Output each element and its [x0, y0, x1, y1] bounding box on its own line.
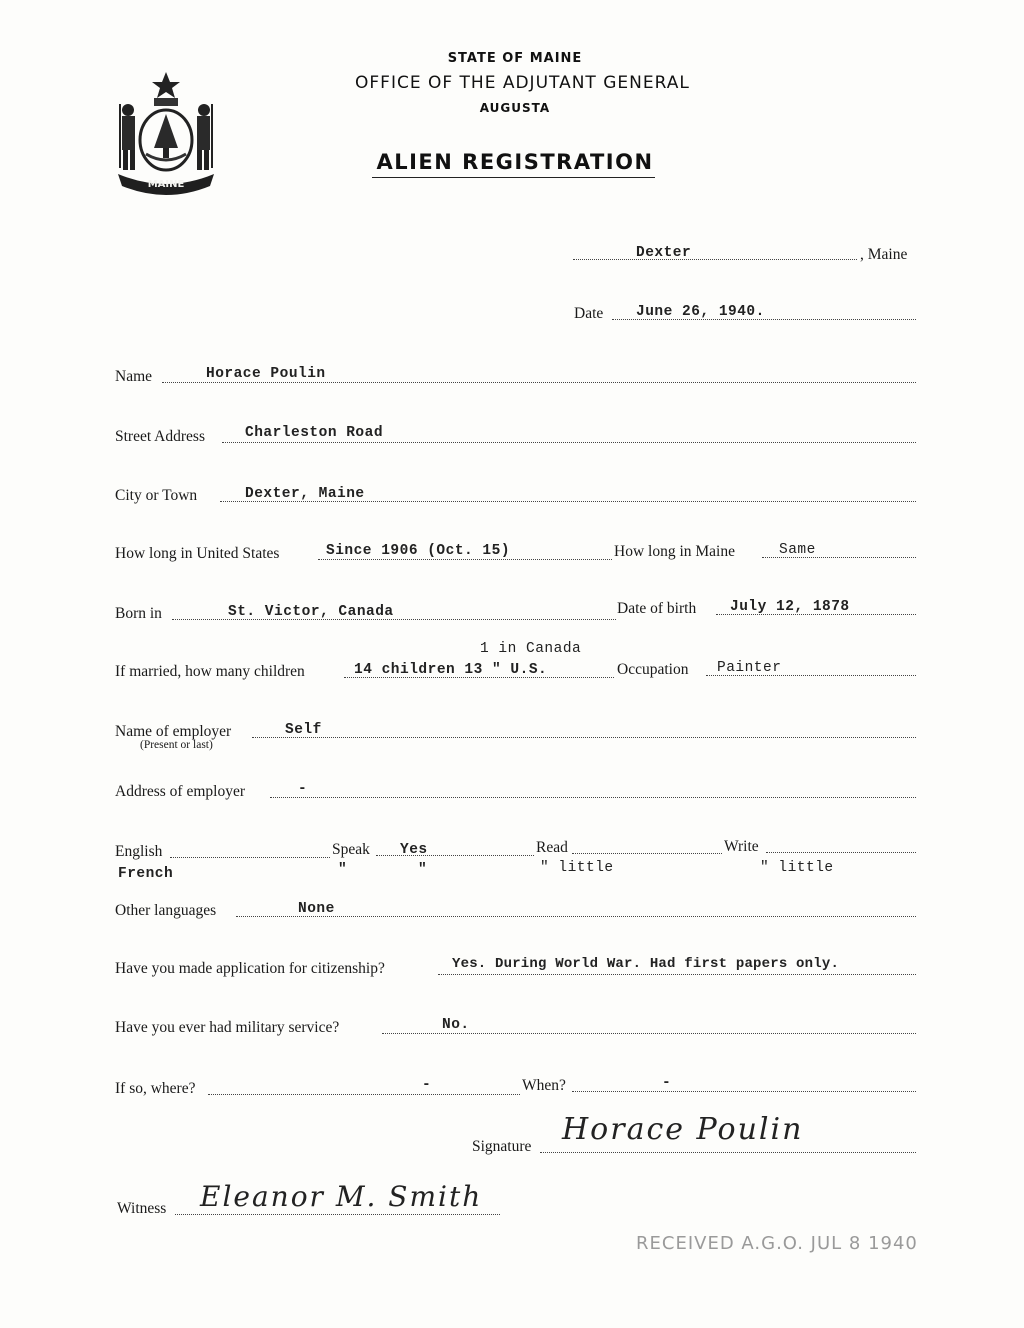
town-value: Dexter [636, 245, 692, 261]
dob-label: Date of birth [617, 600, 697, 617]
employer-address-line [270, 797, 916, 798]
french-write: " little [760, 860, 834, 876]
date-label: Date [574, 305, 604, 322]
other-languages-line [236, 916, 916, 917]
street-line [222, 442, 916, 443]
maine-seal-icon [112, 68, 220, 196]
employer-label: Name of employer [115, 723, 232, 740]
title-underline [372, 177, 655, 178]
speak-label: Speak [332, 841, 370, 858]
write-label: Write [724, 838, 759, 855]
city-value: Dexter, Maine [245, 486, 365, 502]
french-label: French [118, 866, 174, 882]
french-speak: " [338, 862, 348, 878]
city-label: City or Town [115, 487, 198, 504]
witness-label: Witness [117, 1200, 167, 1217]
other-languages-value: None [298, 901, 335, 917]
state-heading: STATE OF MAINE [447, 51, 583, 66]
when-value: - [662, 1075, 672, 1091]
employer-value: Self [285, 722, 322, 738]
employer-sublabel: (Present or last) [140, 739, 213, 751]
city-heading: AUGUSTA [479, 101, 551, 115]
read-line [572, 853, 722, 854]
town-line [573, 259, 857, 260]
employer-address-label: Address of employer [115, 783, 245, 800]
military-line [382, 1033, 916, 1034]
when-line [572, 1091, 916, 1092]
citizenship-value: Yes. During World War. Had first papers only. [452, 956, 840, 972]
where-value: - [422, 1077, 432, 1093]
english-line [170, 857, 330, 858]
read-label: Read [536, 839, 568, 856]
seal-banner-text: MAINE [147, 179, 185, 190]
form-title: ALIEN REGISTRATION [376, 150, 654, 174]
witness-value: Eleanor M. Smith [200, 1180, 483, 1213]
where-label: If so, where? [115, 1080, 196, 1097]
children-note: 1 in Canada [480, 641, 582, 657]
signature-label: Signature [472, 1138, 532, 1155]
name-value: Horace Poulin [206, 366, 326, 382]
french-read: " little [540, 860, 614, 876]
english-label: English [115, 843, 163, 860]
citizenship-line [438, 974, 916, 975]
occupation-value: Painter [717, 660, 782, 676]
citizenship-label: Have you made application for citizenship? [115, 960, 385, 977]
name-line [162, 382, 916, 383]
when-label: When? [522, 1077, 566, 1094]
state-suffix: , Maine [860, 246, 908, 263]
name-label: Name [115, 368, 153, 385]
witness-line [175, 1214, 500, 1215]
children-value: 14 children 13 " U.S. [354, 662, 548, 678]
signature-value: Horace Poulin [562, 1112, 804, 1147]
speak-value: Yes [400, 842, 428, 858]
military-label: Have you ever had military service? [115, 1019, 340, 1036]
street-value: Charleston Road [245, 425, 384, 441]
us-duration-line [318, 559, 612, 560]
office-heading: OFFICE OF THE ADJUTANT GENERAL [355, 73, 690, 93]
employer-address-value: - [298, 781, 308, 797]
date-value: June 26, 1940. [636, 304, 765, 320]
born-label: Born in [115, 605, 162, 622]
signature-line [540, 1152, 916, 1153]
dob-value: July 12, 1878 [730, 599, 850, 615]
born-value: St. Victor, Canada [228, 604, 394, 620]
military-value: No. [442, 1017, 470, 1033]
us-duration-label: How long in United States [115, 545, 280, 562]
received-stamp: RECEIVED A.G.O. JUL 8 1940 [636, 1233, 918, 1254]
children-label: If married, how many children [115, 663, 305, 680]
occupation-label: Occupation [617, 661, 689, 678]
french-yes: " [418, 862, 428, 878]
where-line [208, 1094, 520, 1095]
us-duration-value: Since 1906 (Oct. 15) [326, 543, 511, 559]
street-label: Street Address [115, 428, 205, 445]
employer-line [252, 737, 916, 738]
write-line [766, 852, 916, 853]
other-languages-label: Other languages [115, 902, 217, 919]
maine-duration-value: Same [779, 542, 816, 558]
maine-duration-label: How long in Maine [614, 543, 735, 560]
